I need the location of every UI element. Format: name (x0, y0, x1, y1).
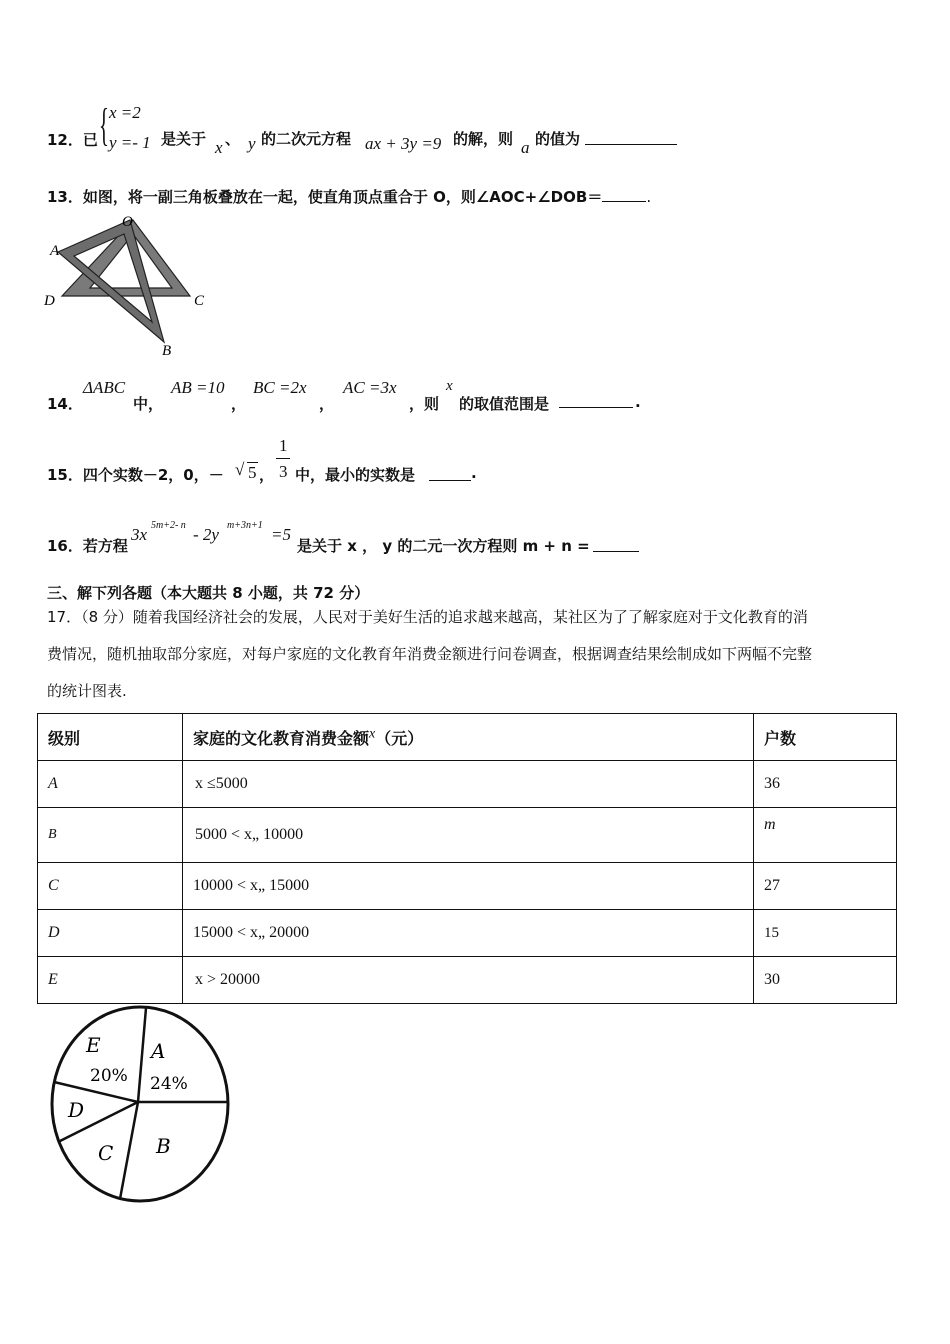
q14-zhong: 中， (133, 395, 164, 413)
row-count: 36 (754, 761, 897, 808)
question-12 (47, 100, 747, 160)
q14-ab: AB =10 (171, 378, 225, 397)
triangle-ruler-2 (58, 220, 164, 342)
pie-label-C: C (98, 1141, 114, 1165)
q12-sep: 、 (225, 130, 241, 148)
fig-label-D: D (44, 293, 55, 309)
row-range: x > 20000 (183, 957, 754, 1004)
q14-end: . (635, 393, 641, 411)
q15-text: 15．四个实数－2，0，－ (47, 466, 224, 484)
q15-sqrt: 5 (248, 463, 257, 482)
question-13 (47, 186, 747, 210)
q12-sys-x: x =2 (109, 103, 141, 122)
row-level: C (38, 863, 183, 910)
q14-answer-blank[interactable] (559, 393, 633, 408)
q12-brace: { (99, 99, 109, 150)
q14-comma1: ， (231, 395, 247, 413)
question-14 (47, 376, 747, 416)
q14-comma2: ， (319, 395, 335, 413)
row-count: 30 (754, 957, 897, 1004)
q16-exp2: m+3n+1 (227, 520, 263, 531)
row-level: B (38, 808, 183, 863)
q12-number: 12．已 (47, 131, 98, 149)
q14-bc: BC =2x (253, 378, 307, 397)
q17-line-1: 17．（8 分）随着我国经济社会的发展，人民对于美好生活的追求越来越高，某社区为了了解家庭对于文化教育的消 (47, 608, 808, 626)
q15-comma: ， (259, 466, 275, 484)
q13-figure (40, 212, 220, 362)
header-amount-var: x (369, 726, 376, 742)
q12-text4: 的值为 (535, 130, 581, 148)
q14-x: x (446, 378, 453, 394)
header-count: 户数 (754, 714, 897, 761)
pie-label-B: B (156, 1134, 171, 1158)
fig-label-A: A (50, 243, 60, 259)
row-range: 15000 < x„ 20000 (183, 910, 754, 957)
fig-label-B: B (162, 343, 172, 359)
table-row (38, 761, 897, 808)
q15-frac-num: 1 (279, 436, 288, 455)
q14-text: 的取值范围是 (459, 395, 550, 413)
q14-ac: AC =3x (343, 378, 397, 397)
q12-var-a: a (521, 138, 530, 157)
q16-exp1: 5m+2- n (151, 520, 186, 531)
consumption-table (37, 713, 897, 1004)
q13-end: . (646, 188, 652, 206)
q15-frac-den: 3 (279, 462, 288, 481)
q13-answer-blank[interactable] (602, 187, 646, 202)
row-level: A (38, 761, 183, 808)
q14-number: 14． (47, 395, 83, 413)
q12-text2: 的二次元方程 (261, 130, 352, 148)
q15-end: . (471, 464, 477, 482)
q12-sys-y: y =- 1 (109, 133, 151, 152)
row-range: 5000 < x„ 10000 (183, 808, 754, 863)
header-amount-label: 家庭的文化教育消费金额 (193, 728, 370, 748)
q16-answer-blank[interactable] (593, 537, 639, 552)
q13-text: 13．如图，将一副三角板叠放在一起，使直角顶点重合于 O，则∠AOC+∠DOB＝ (47, 188, 603, 206)
header-amount-unit: （元） (375, 728, 424, 748)
pie-chart (46, 1004, 236, 1209)
q14-ze: ，则 (409, 395, 440, 413)
row-level: D (38, 910, 183, 957)
row-range: 10000 < x„ 15000 (183, 863, 754, 910)
row-range: x ≤5000 (183, 761, 754, 808)
fig-label-C: C (194, 293, 205, 309)
table-row (38, 910, 897, 957)
table-row (38, 957, 897, 1004)
sqrt-icon: √ (235, 460, 245, 479)
row-count: 15 (754, 910, 897, 957)
q15-answer-blank[interactable] (429, 466, 471, 481)
pie-label-A: A (151, 1039, 166, 1063)
table-row (38, 863, 897, 910)
pie-label-D: D (68, 1098, 85, 1122)
pie-label-E: E (86, 1033, 101, 1057)
pie-pct-E: 20% (90, 1066, 128, 1086)
q16-text2: 是关于 x ， y 的二元一次方程则 m + n = (297, 537, 590, 555)
header-level: 级别 (38, 714, 183, 761)
section-3-title: 三、解下列各题（本大题共 8 小题，共 72 分） (47, 584, 370, 602)
table-row (38, 808, 897, 863)
q16-base1: 3x (131, 525, 148, 544)
pie-pct-A: 24% (150, 1074, 188, 1094)
fig-label-O: O (122, 214, 133, 230)
q17-line-2: 费情况，随机抽取部分家庭，对每户家庭的文化教育年消费金额进行问卷调查，根据调查结果绘制成如下两幅不完整 (47, 645, 813, 663)
question-16 (47, 518, 747, 558)
q14-triangle: ΔABC (83, 378, 126, 397)
q12-text3: 的解，则 (453, 130, 514, 148)
row-level: E (38, 957, 183, 1004)
q12-eq: ax + 3y =9 (365, 134, 442, 153)
q15-text2: 中，最小的实数是 (295, 466, 416, 484)
q12-answer-blank[interactable] (585, 130, 677, 145)
q12-text1: 是关于 (161, 130, 207, 148)
q16-eq-end: =5 (271, 525, 291, 544)
q17-line-3: 的统计图表. (47, 682, 127, 700)
row-count: 27 (754, 863, 897, 910)
table-header-row (38, 714, 897, 761)
q15-frac-bar (276, 458, 290, 459)
header-amount (183, 714, 754, 761)
q12-var-x: x (215, 138, 223, 157)
q16-text: 16．若方程 (47, 537, 128, 555)
q16-minus: - 2y (193, 525, 219, 544)
q12-var-y: y (248, 134, 256, 153)
question-15 (47, 436, 747, 486)
row-count: m (754, 808, 897, 863)
